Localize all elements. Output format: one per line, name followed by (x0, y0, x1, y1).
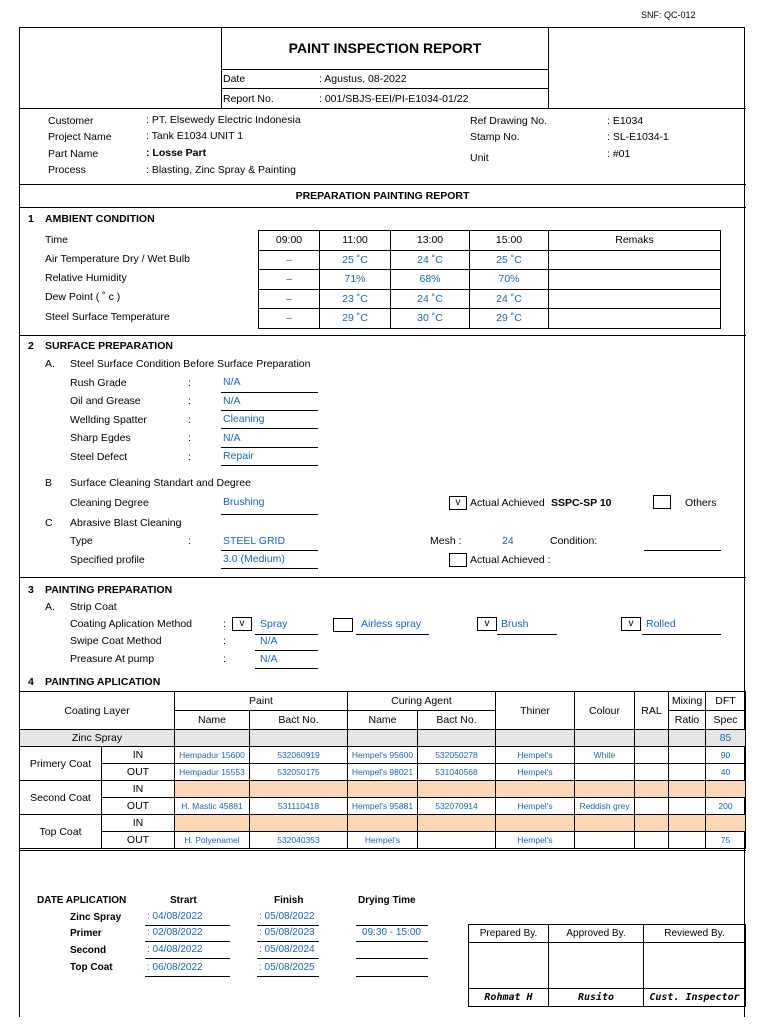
colon: : (188, 451, 191, 463)
report-no-value: : 001/SBJS-EEI/PI-E1034-01/22 (319, 93, 469, 105)
curing-bact: 532070914 (418, 798, 496, 815)
signature-table (468, 924, 746, 1007)
paint-name: H. Polyenamel (175, 832, 250, 849)
spatter-label: Wellding Spatter (70, 414, 147, 426)
paint-header: Paint (175, 692, 348, 711)
approved-name: Rusito (549, 989, 644, 1007)
actual-achieved-label: Actual Achieved (470, 497, 545, 509)
paint-bact: 532060919 (250, 747, 348, 764)
application-num: 4 (28, 676, 34, 688)
primer-date-label: Primer (70, 928, 102, 939)
prepared-signature-box (469, 943, 549, 989)
airless-label: Airless spray (361, 618, 422, 630)
finish-header: Finish (274, 895, 304, 906)
ref-drawing-label: Ref Drawing No. (470, 115, 548, 127)
approved-signature-box (549, 943, 644, 989)
ambient-value: – (259, 289, 320, 309)
paint-name: Hempadur 15600 (175, 747, 250, 764)
date-value: : Agustus, 08-2022 (319, 73, 407, 85)
thiner: Hempel's (496, 832, 575, 849)
ambient-value: 71% (320, 270, 391, 290)
dft: 75 (706, 832, 746, 849)
painting-prep-num: 3 (28, 584, 34, 596)
project-value: : Tank E1034 UNIT 1 (146, 130, 244, 142)
application-heading: PAINTING APLICATION (45, 676, 161, 688)
top-coat-date-label: Top Coat (70, 962, 113, 973)
surface-b-letter: B (45, 477, 53, 489)
top-coat-start: : 06/08/2022 (147, 962, 203, 973)
dft: 90 (706, 747, 746, 764)
paint-bact: 531110418 (250, 798, 348, 815)
start-header: Strart (170, 895, 197, 906)
table-row (20, 747, 746, 764)
ambient-value: – (259, 250, 320, 270)
swipe-value: N/A (260, 635, 278, 647)
ambient-value: 25 ˚C (470, 250, 549, 270)
ambient-value: 70% (470, 270, 549, 290)
pressure-label: Preasure At pump (70, 653, 155, 665)
approved-by-label: Approved By. (549, 925, 644, 943)
process-value: : Blasting, Zinc Spray & Painting (146, 164, 296, 176)
reviewed-signature-box (644, 943, 746, 989)
condition-label: Condition: (550, 535, 598, 547)
profile-label: Specified profile (70, 554, 145, 566)
in-label: IN (102, 747, 175, 764)
zinc-start: : 04/08/2022 (147, 911, 203, 922)
second-coat-label: Second Coat (20, 781, 102, 815)
table-row (20, 730, 746, 747)
remarks-cell (549, 289, 721, 309)
thiner: Hempel's (496, 798, 575, 815)
surface-a-title: Steel Surface Condition Before Surface Preparation (70, 358, 311, 370)
colon: : (223, 653, 226, 665)
primer-start: : 02/08/2022 (147, 927, 203, 938)
type-value: STEEL GRID (223, 535, 286, 547)
curing-name: Hempel's (348, 832, 418, 849)
surface-a-letter: A. (45, 358, 55, 370)
table-row (20, 781, 746, 798)
zinc-finish: : 05/08/2022 (259, 911, 315, 922)
colon: : (188, 377, 191, 389)
colon: : (188, 395, 191, 407)
prepared-by-label: Prepared By. (469, 925, 549, 943)
spec-header: Spec (706, 711, 746, 730)
others-checkbox[interactable] (653, 495, 671, 509)
curing-bact: 531040568 (418, 764, 496, 781)
surface-c-letter: C (45, 517, 53, 529)
ambient-num: 1 (28, 213, 34, 225)
date-label: Date (223, 73, 246, 85)
zinc-dft: 85 (706, 730, 746, 747)
rolled-label: Rolled (646, 618, 676, 630)
out-label: OUT (102, 798, 175, 815)
steel-defect-label: Steel Defect (70, 451, 128, 463)
paint-name: H. Mastic 45881 (175, 798, 250, 815)
dft-header: DFT (706, 692, 746, 711)
ambient-value: 24 ˚C (470, 289, 549, 309)
time-cell: 09:00 (259, 231, 320, 251)
second-start: : 04/08/2022 (147, 944, 203, 955)
curing-name: Hempel's 95881 (348, 798, 418, 815)
surface-c-title: Abrasive Blast Cleaning (70, 517, 182, 529)
type-label: Type (70, 535, 93, 547)
stamp-label: Stamp No. (470, 131, 520, 143)
ral-header: RAL (635, 692, 669, 730)
spray-label: Spray (260, 618, 288, 630)
ambient-row-label: Relative Humidity (45, 272, 127, 284)
process-label: Process (48, 164, 86, 176)
table-row (20, 815, 746, 832)
in-label: IN (102, 815, 175, 832)
oil-grease-label: Oil and Grease (70, 395, 141, 407)
sharp-edges-value: N/A (223, 432, 241, 444)
prepared-name: Rohmat H (469, 989, 549, 1007)
surface-b-title: Surface Cleaning Standart and Degree (70, 477, 251, 489)
top-coat-finish: : 05/08/2025 (259, 962, 315, 973)
cleaning-degree-value: Brushing (223, 496, 265, 508)
stamp-value: : SL-E1034-1 (607, 131, 669, 143)
curing-name-header: Name (348, 711, 418, 730)
time-cell: 15:00 (470, 231, 549, 251)
in-label: IN (102, 781, 175, 798)
spatter-value: Cleaning (223, 413, 265, 425)
primery-coat-label: Primery Coat (20, 747, 102, 781)
method-label: Coating Aplication Method (70, 618, 192, 630)
reviewed-name: Cust. Inspector (644, 989, 746, 1007)
rush-grade-label: Rush Grade (70, 377, 127, 389)
ambient-value: 24 ˚C (391, 289, 470, 309)
colour-header: Colour (575, 692, 635, 730)
paint-bact-header: Bact No. (250, 711, 348, 730)
date-application-heading: DATE APLICATION (37, 895, 127, 906)
report-title: PAINT INSPECTION REPORT (288, 40, 482, 56)
ambient-table (258, 230, 721, 329)
ref-drawing-value: : E1034 (607, 115, 644, 127)
oil-grease-value: N/A (223, 395, 241, 407)
ambient-value: 25 ˚C (320, 250, 391, 270)
curing-header: Curing Agent (348, 692, 496, 711)
top-coat-label: Top Coat (20, 815, 102, 849)
remarks-header: Remaks (549, 231, 721, 251)
table-row (20, 832, 746, 849)
brush-checkbox[interactable]: v (477, 617, 497, 631)
curing-bact-header: Bact No. (418, 711, 496, 730)
out-label: OUT (102, 832, 175, 849)
thiner-header: Thiner (496, 692, 575, 730)
rush-grade-value: N/A (223, 376, 241, 388)
customer-value: : PT. Elsewedy Electric Indonesia (146, 114, 301, 126)
thiner: Hempel's (496, 747, 575, 764)
primer-drying: 09:30 - 15:00 (362, 927, 421, 938)
rolled-checkbox[interactable]: v (621, 617, 641, 631)
ambient-value: 68% (391, 270, 470, 290)
brush-label: Brush (501, 618, 529, 630)
unit-label: Unit (470, 152, 489, 164)
ambient-row-label: Steel Surface Temperature (45, 311, 170, 323)
colour: White (575, 747, 635, 764)
remarks-cell (549, 250, 721, 270)
remarks-cell (549, 270, 721, 290)
thiner: Hempel's (496, 764, 575, 781)
ambient-value: 24 ˚C (391, 250, 470, 270)
project-label: Project Name (48, 131, 112, 143)
remarks-cell (549, 309, 721, 329)
paint-bact: 532040353 (250, 832, 348, 849)
report-no-label: Report No. (223, 93, 274, 105)
ambient-value: 23 ˚C (320, 289, 391, 309)
reviewed-by-label: Reviewed By. (644, 925, 746, 943)
colon: : (223, 635, 226, 647)
curing-name: Hempel's 98021 (348, 764, 418, 781)
spray-checkbox[interactable]: v (232, 617, 252, 631)
surface-num: 2 (28, 340, 34, 352)
part-label: Part Name (48, 148, 99, 160)
coating-layer-header: Coating Layer (20, 692, 175, 730)
painting-prep-a-letter: A. (45, 601, 55, 613)
cleaning-degree-label: Cleaning Degree (70, 497, 149, 509)
curing-bact: 532050278 (418, 747, 496, 764)
colon: : (188, 432, 191, 444)
mesh-value: 24 (502, 535, 514, 547)
time-cell: 13:00 (391, 231, 470, 251)
colon: : (223, 618, 226, 630)
actual-achieved-2-label: Actual Achieved : (470, 554, 551, 566)
zinc-spray-label: Zinc Spray (20, 730, 175, 747)
surface-heading: SURFACE PREPARATION (45, 340, 173, 352)
colon: : (188, 414, 191, 426)
ambient-row-label: Dew Point ( ˚ c ) (45, 291, 121, 303)
painting-application-table (19, 691, 746, 849)
ambient-value: 29 ˚C (470, 309, 549, 329)
actual-achieved-checkbox[interactable]: v (449, 496, 467, 510)
form-code: SNF: QC-012 (641, 10, 696, 20)
paint-name-header: Name (175, 711, 250, 730)
ratio-header: Ratio (669, 711, 706, 730)
second-date-label: Second (70, 945, 107, 956)
ambient-heading: AMBIENT CONDITION (45, 213, 155, 225)
primer-finish: : 05/08/2023 (259, 927, 315, 938)
pressure-value: N/A (260, 653, 278, 665)
customer-label: Customer (48, 115, 94, 127)
ambient-row-label: Air Temperature Dry / Wet Bulb (45, 253, 190, 265)
second-finish: : 05/08/2024 (259, 944, 315, 955)
table-row (20, 798, 746, 815)
mesh-label: Mesh : (430, 535, 462, 547)
painting-prep-heading: PAINTING PREPARATION (45, 584, 173, 596)
zinc-spray-date-label: Zinc Spray (70, 912, 122, 923)
ambient-value: 29 ˚C (320, 309, 391, 329)
actual-standard: SSPC-SP 10 (551, 497, 612, 509)
ambient-value: 30 ˚C (391, 309, 470, 329)
curing-name: Hempel's 95600 (348, 747, 418, 764)
ambient-value: – (259, 309, 320, 329)
profile-value: 3.0 (Medium) (223, 553, 285, 565)
paint-bact: 532050175 (250, 764, 348, 781)
sharp-edges-label: Sharp Egdes (70, 432, 131, 444)
colour: Reddish grey (575, 798, 635, 815)
colon: : (188, 535, 191, 547)
strip-coat-title: Strip Coat (70, 601, 117, 613)
ambient-row-label: Time (45, 234, 68, 246)
mixing-header: Mixing (669, 692, 706, 711)
part-value: : Losse Part (146, 147, 207, 159)
steel-defect-value: Repair (223, 450, 254, 462)
out-label: OUT (102, 764, 175, 781)
actual-achieved-2-checkbox[interactable] (449, 553, 467, 567)
unit-value: : #01 (607, 148, 631, 160)
table-row (20, 764, 746, 781)
airless-checkbox[interactable] (333, 618, 353, 632)
ambient-value: – (259, 270, 320, 290)
dft: 200 (706, 798, 746, 815)
drying-header: Drying Time (358, 895, 416, 906)
paint-name: Hempadur 15553 (175, 764, 250, 781)
swipe-label: Swipe Coat Method (70, 635, 162, 647)
others-label: Others (685, 497, 717, 509)
dft: 40 (706, 764, 746, 781)
time-cell: 11:00 (320, 231, 391, 251)
section-title: PREPARATION PAINTING REPORT (295, 190, 470, 202)
